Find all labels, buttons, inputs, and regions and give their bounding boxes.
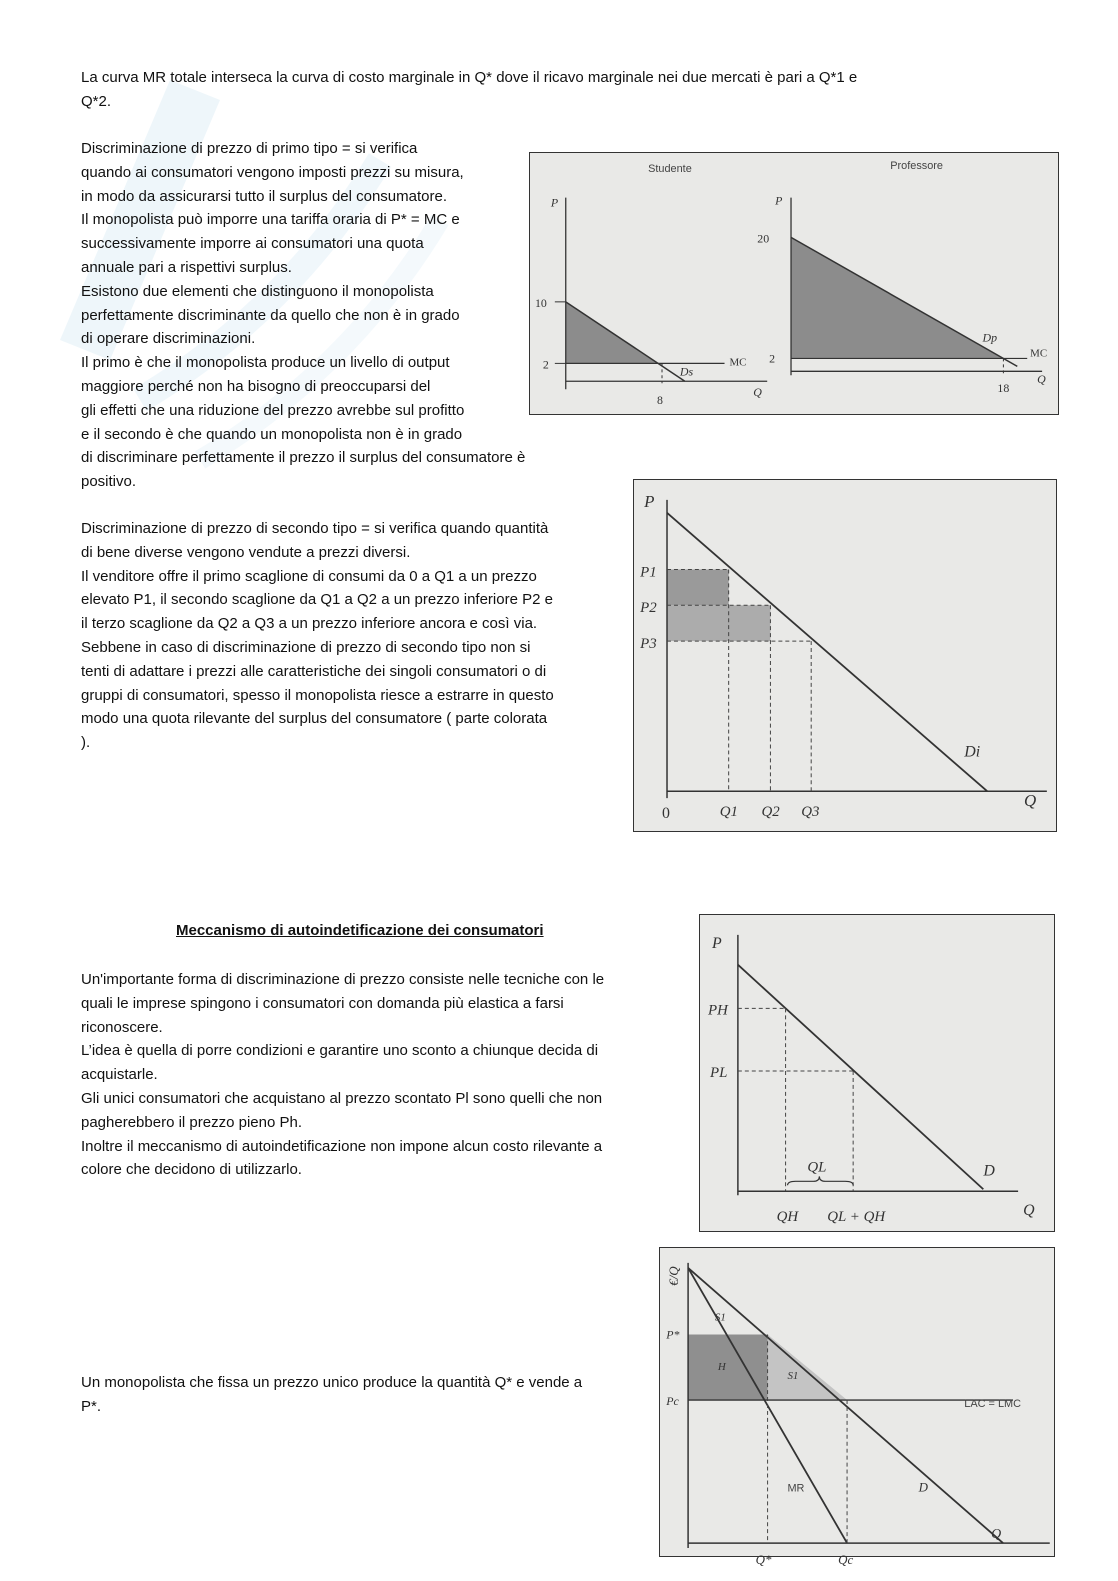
text-line: P*.	[81, 1397, 102, 1415]
text-line: Il monopolista può imporre una tariffa oraria di P* = MC e	[81, 211, 460, 229]
text-line: gruppi di consumatori, spesso il monopolista riesce a estrarre in questo	[81, 686, 554, 704]
q-axis-label: Q	[1023, 791, 1037, 811]
q-star-label: Q*	[755, 1551, 772, 1567]
p-axis-label: €/Q	[666, 1266, 682, 1286]
figure-self-identification-svg	[700, 915, 1054, 1231]
text-line: successivamente imporre ai consumatori una quota	[81, 235, 424, 253]
demand-line	[667, 513, 987, 791]
text-line: Discriminazione di prezzo di primo tipo = si verifica	[81, 140, 418, 157]
text-line: in modo da assicurarsi tutto il surplus del consumatore.	[81, 187, 448, 205]
text-line: annuale pari a rispettivi surplus.	[81, 258, 292, 276]
text-line: tenti di adattare i prezzi alle caratteristiche dei singoli consumatori o di	[81, 662, 547, 680]
professor-mc-level-label: 2	[769, 351, 776, 366]
figure-second-degree-svg	[634, 480, 1056, 831]
professor-quantity-label: 18	[997, 381, 1010, 396]
text-line: quando ai consumatori vengono imposti prezzi su misura,	[81, 163, 464, 181]
text-line: Esistono due elementi che distinguono il monopolista	[81, 282, 434, 300]
origin-label: 0	[662, 805, 670, 823]
text-line: di bene diverse vengono vendute a prezzi diversi.	[81, 543, 411, 561]
panel-title-professor: Professore	[890, 159, 944, 172]
lac-lmc-label: LAC = LMC	[964, 1397, 1021, 1410]
q1-label: Q1	[719, 804, 738, 821]
transfer-area	[688, 1334, 767, 1400]
ph-label: PH	[708, 1002, 728, 1019]
transfer-label: H	[717, 1361, 726, 1374]
demand-line	[688, 1268, 1003, 1543]
q-axis-label: Q	[1023, 1202, 1035, 1220]
text-line: pagherebbero il prezzo pieno Ph.	[81, 1113, 302, 1131]
section-heading: Meccanismo di autoindetificazione dei consumatori	[176, 922, 544, 939]
text-line: L’idea è quella di porre condizioni e garantire uno sconto a chiunque decida di	[81, 1042, 599, 1060]
student-demand-label: Ds	[679, 364, 694, 379]
mr-label: MR	[787, 1482, 805, 1495]
text-line: maggiore perché non ha bisogno di preoccuparsi del	[81, 377, 431, 395]
text-line: acquistarle.	[81, 1066, 158, 1084]
figure-self-identification	[699, 914, 1055, 1232]
first-degree-paragraph	[81, 137, 525, 494]
student-quantity-label: 8	[657, 393, 664, 408]
single-price-paragraph	[81, 1371, 582, 1419]
demand-label: D	[918, 1479, 928, 1495]
text-line: Il primo è che il monopolista produce un livello di output	[81, 354, 450, 372]
text-line: Inoltre il meccanismo di autoindetificazione non impone alcun costo rilevante a	[81, 1137, 603, 1155]
text-line: Sebbene in caso di discriminazione di prezzo di secondo tipo non si	[81, 638, 531, 656]
pc-label: Pc	[666, 1393, 679, 1408]
text-line: Discriminazione di prezzo di secondo tipo = si verifica quando quantità	[81, 520, 549, 537]
block-p2-area	[667, 605, 770, 641]
ql-plus-qh-label: QL + QH	[827, 1209, 886, 1226]
text-line: Gli unici consumatori che acquistano al prezzo scontato Pl sono quelli che non	[81, 1089, 603, 1107]
student-mc-level-label: 2	[542, 357, 549, 372]
text-line: ).	[81, 734, 91, 752]
q2-label: Q2	[761, 804, 780, 821]
s2-label: S1	[787, 1370, 799, 1383]
text-line: Il venditore offre il primo scaglione di consumi da 0 a Q1 a un prezzo	[81, 567, 537, 585]
p1-label: P1	[640, 564, 657, 581]
text-line: gli effetti che una riduzione del prezzo avrebbe sul profitto	[81, 401, 465, 419]
p3-label: P3	[640, 636, 657, 653]
text-line: di operare discriminazioni.	[81, 330, 256, 348]
professor-mc-label: MC	[1030, 347, 1048, 360]
student-q-label: Q	[753, 385, 762, 400]
text-line: modo una quota rilevante del surplus del consumatore ( parte colorata	[81, 710, 548, 728]
qh-label: QH	[776, 1209, 799, 1226]
figure-single-price	[659, 1247, 1055, 1567]
student-intercept-label: 10	[534, 295, 547, 310]
text-line: Un monopolista che fissa un prezzo unico produce la quantità Q* e vende a	[81, 1374, 583, 1391]
text-line: Q*2.	[81, 92, 112, 110]
p-axis-label: P	[712, 934, 722, 952]
figure-single-price-svg	[660, 1248, 1054, 1567]
professor-demand-label: Dp	[982, 330, 998, 345]
deadweight-area	[768, 1334, 847, 1400]
p-axis-label: P	[644, 491, 655, 511]
text-line: riconoscere.	[81, 1018, 163, 1036]
panel-title-student: Studente	[648, 162, 692, 175]
qc-label: Qc	[838, 1551, 854, 1567]
ql-brace	[788, 1176, 854, 1185]
student-mc-label: MC	[729, 356, 747, 369]
text-line: Un'importante forma di discriminazione di prezzo consiste nelle tecniche con le	[81, 971, 605, 988]
professor-intercept-label: 20	[757, 231, 770, 246]
text-line: di discriminare perfettamente il prezzo il surplus del consumatore è	[81, 449, 526, 467]
q-axis-label: Q	[991, 1527, 1002, 1543]
professor-p-label: P	[775, 193, 783, 208]
text-line: e il secondo è che quando un monopolista non è in grado	[81, 425, 463, 443]
second-degree-paragraph	[81, 517, 554, 755]
demand-label: D	[983, 1162, 995, 1180]
self-id-paragraph	[81, 968, 604, 1182]
text-line: quali le imprese spingono i consumatori con domanda più elastica a farsi	[81, 994, 564, 1012]
block-p1-area	[667, 569, 729, 605]
q3-label: Q3	[801, 804, 820, 821]
intro-paragraph	[81, 66, 857, 114]
p2-label: P2	[640, 600, 657, 617]
text-line: elevato P1, il secondo scaglione da Q1 a Q2 a un prezzo inferiore P2 e	[81, 591, 553, 609]
demand-line	[738, 965, 983, 1190]
s1-label: S1	[714, 1311, 726, 1324]
figure-first-degree	[529, 152, 1059, 415]
text-line: colore che decidono di utilizzarlo.	[81, 1161, 302, 1179]
demand-label: Di	[964, 743, 981, 761]
text-line: positivo.	[81, 473, 137, 491]
figure-second-degree	[633, 479, 1057, 832]
professor-q-label: Q	[1037, 372, 1046, 387]
text-line: perfettamente discriminante da quello che non è in grado	[81, 306, 460, 324]
student-p-label: P	[550, 195, 559, 210]
pl-label: PL	[710, 1064, 728, 1081]
text-line: il terzo scaglione da Q2 a Q3 a un prezzo inferiore ancora e così via.	[81, 615, 538, 633]
ql-brace-label: QL	[807, 1159, 827, 1176]
p-star-label: P*	[666, 1327, 680, 1342]
text-line: La curva MR totale interseca la curva di costo marginale in Q* dove il ricavo marginale nei due mercati è pari a Q*1 e	[81, 69, 858, 86]
figure-first-degree-svg	[530, 153, 1058, 414]
